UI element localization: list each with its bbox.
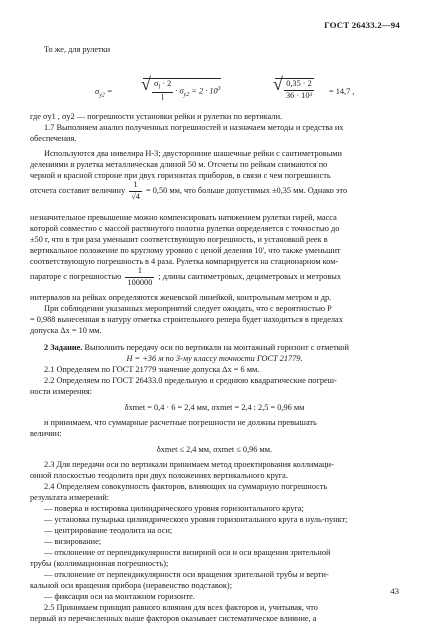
- text-line: 2.2 Определяем по ГОСТ 26433.0 предельную и среднюю квадратические погреш-: [44, 376, 337, 385]
- formula-tape-error: [95, 74, 355, 114]
- text-line: 1.7 Выполняем анализ полученных погрешностей и назначаем методы и средства их: [44, 123, 344, 132]
- list-item-continuation: кальной оси вращения прибора (неравенство подставок);: [30, 581, 233, 590]
- text-line: При соблюдении указанных мероприятий следует ожидать, что с вероятностью P: [44, 304, 332, 313]
- denominator: 100000: [127, 277, 153, 287]
- text-line: и принимаем, что суммарные расчетные погрешности не должны превышать: [44, 418, 317, 427]
- numerator-sub: l: [158, 84, 161, 91]
- sqrt-expression: [143, 78, 221, 104]
- list-item: — поверка и юстировка цилиндрического уровня горизонтального круга;: [44, 504, 304, 513]
- text-line: 2.4 Определяем совокупность факторов, влияющих на суммарную погрешность: [44, 482, 328, 491]
- text-segment: отсчета составит величину: [30, 186, 126, 196]
- fraction-numeric: [284, 79, 314, 102]
- denominator: l: [161, 93, 164, 103]
- text-line: ности измерения:: [30, 387, 92, 396]
- task-label: 2 Задание.: [44, 343, 83, 352]
- list-item: — установка пузырька цилиндрического уровня горизонтального круга в нуль-пункт;: [44, 515, 348, 524]
- task-heading-line: [30, 343, 399, 354]
- formula-line: δxmet ≤ 2,4 мм, σxmet ≤ 0,96 мм.: [156, 445, 273, 454]
- list-item-continuation: трубы (коллимационная погрешность);: [30, 559, 169, 568]
- numerator: σ: [154, 79, 159, 88]
- list-item: — визирование;: [44, 537, 102, 546]
- formula-middle: · σ: [175, 86, 184, 96]
- formula-exponent: 3: [217, 85, 221, 92]
- text-segment: ; длины сантиметровых, дециметровых и метровых: [158, 272, 341, 282]
- formula-symbol: σ: [95, 87, 100, 96]
- numerator-tail: · 2: [160, 79, 172, 88]
- text-segment: = 0,50 мм, что больше допустимых ±0,35 мм. Однако это: [146, 186, 348, 196]
- text-line: 2.5 Принимаем принцип равного влияния для всех факторов и, учитывая, что: [44, 603, 318, 612]
- text-line: результата измерений:: [30, 493, 110, 502]
- list-item: — отклонение от перпендикулярности оси вращения зрительной трубы и верти-: [44, 570, 329, 579]
- denominator: √4: [131, 191, 140, 201]
- text-line: первый из перечисленных выше факторов оказывает систематическое влияние, а: [30, 614, 317, 623]
- text-segment: параторе с погрешностью: [30, 272, 122, 282]
- formula-middle-sub: y2: [183, 92, 190, 99]
- denominator-numeric: 36 · 10³: [286, 90, 312, 100]
- text-line: = 0,988 вынесенная в натуру отметка строительного репера будет находиться в пределах: [30, 315, 343, 324]
- fraction-inline: [129, 180, 142, 203]
- numerator: 1: [129, 180, 142, 192]
- list-item: — отклонение от перпендикулярности визирной оси и оси вращения зрительной: [44, 548, 331, 557]
- text-line: интервалов на рейках определяются женевской линейкой, контрольным метром и др.: [30, 293, 332, 302]
- text-line: делениями и рулетка металлическая длиной 50 м. Отсчеты по рейкам снимаются по: [30, 160, 328, 169]
- text-line: 2.1 Определяем по ГОСТ 21779 значение допуска Δx = 6 мм.: [44, 365, 260, 374]
- formula-result: = 14,7 ,: [329, 87, 355, 96]
- text-line: допуска Δx = 10 мм.: [30, 326, 102, 335]
- text-line: которой совместно с массой растянутого полотна рулетки определяется с точностью до: [30, 224, 340, 233]
- standard-header: ГОСТ 26433.2—94: [324, 20, 400, 30]
- formula-equals: =: [106, 87, 113, 96]
- text-line: вертикальное положение по круглому уровню с ценой деления 10', что также уменьшит: [30, 246, 341, 255]
- fraction: [152, 79, 173, 104]
- text-line: черной и красной стороне при двух горизонтах приборов, в связи с чем погрешность: [30, 171, 331, 180]
- list-item: — центрирование теодолита на оси;: [44, 526, 173, 535]
- numerator-numeric: √ 0,35 · 2: [284, 79, 314, 91]
- text-line-with-fraction: [30, 180, 399, 203]
- list-item: — фиксация оси на монтажном горизонте.: [44, 592, 195, 601]
- text-line: соответствующую погрешность в 4 раза. Рулетка компарируется на стационарном ком-: [30, 257, 339, 266]
- text-line: ±50 г, что в три раза уменьшит соответствующую погрешность, и установкой реек в: [30, 235, 328, 244]
- text-line: H = +36 м по 3-му классу точности ГОСТ 21779.: [126, 354, 303, 363]
- text-line: незначительное превышение можно компенсировать натяжением рулетки гирей, масса: [30, 213, 337, 222]
- text-line: онной плоскостью теодолита при двух положениях вертикального круга.: [30, 471, 288, 480]
- formula-coefficient: = 2 · 10: [191, 86, 218, 96]
- text-segment: Выполнить передачу оси по вертикали на монтажный горизонт с отметкой: [82, 343, 349, 352]
- numerator: 1: [125, 266, 154, 278]
- text-line: обеспечения.: [30, 134, 77, 143]
- sqrt-expression-numeric: [275, 78, 314, 102]
- text-line: Используются два нивелира Н-3; двусторонние шашечные рейки с сантиметровыми: [44, 149, 342, 158]
- formula-subscript: y2: [99, 92, 105, 99]
- text-line-with-fraction: [30, 266, 399, 289]
- fraction-inline: [125, 266, 154, 289]
- text-line: где σy1 , σy2 — погрешности установки рейки и рулетки по вертикали.: [30, 112, 283, 121]
- text-line: 2.3 Для передачи оси по вертикали принимаем метод проектирования коллимаци-: [44, 460, 334, 469]
- formula-line: δxmet = 0,4 · 6 = 2,4 мм, σxmet = 2,4 : 2,5 = 0,96 мм: [124, 403, 305, 412]
- text-line: То же, для рулетки: [44, 45, 111, 54]
- page-number: 43: [390, 586, 399, 596]
- text-line: величин:: [30, 429, 62, 438]
